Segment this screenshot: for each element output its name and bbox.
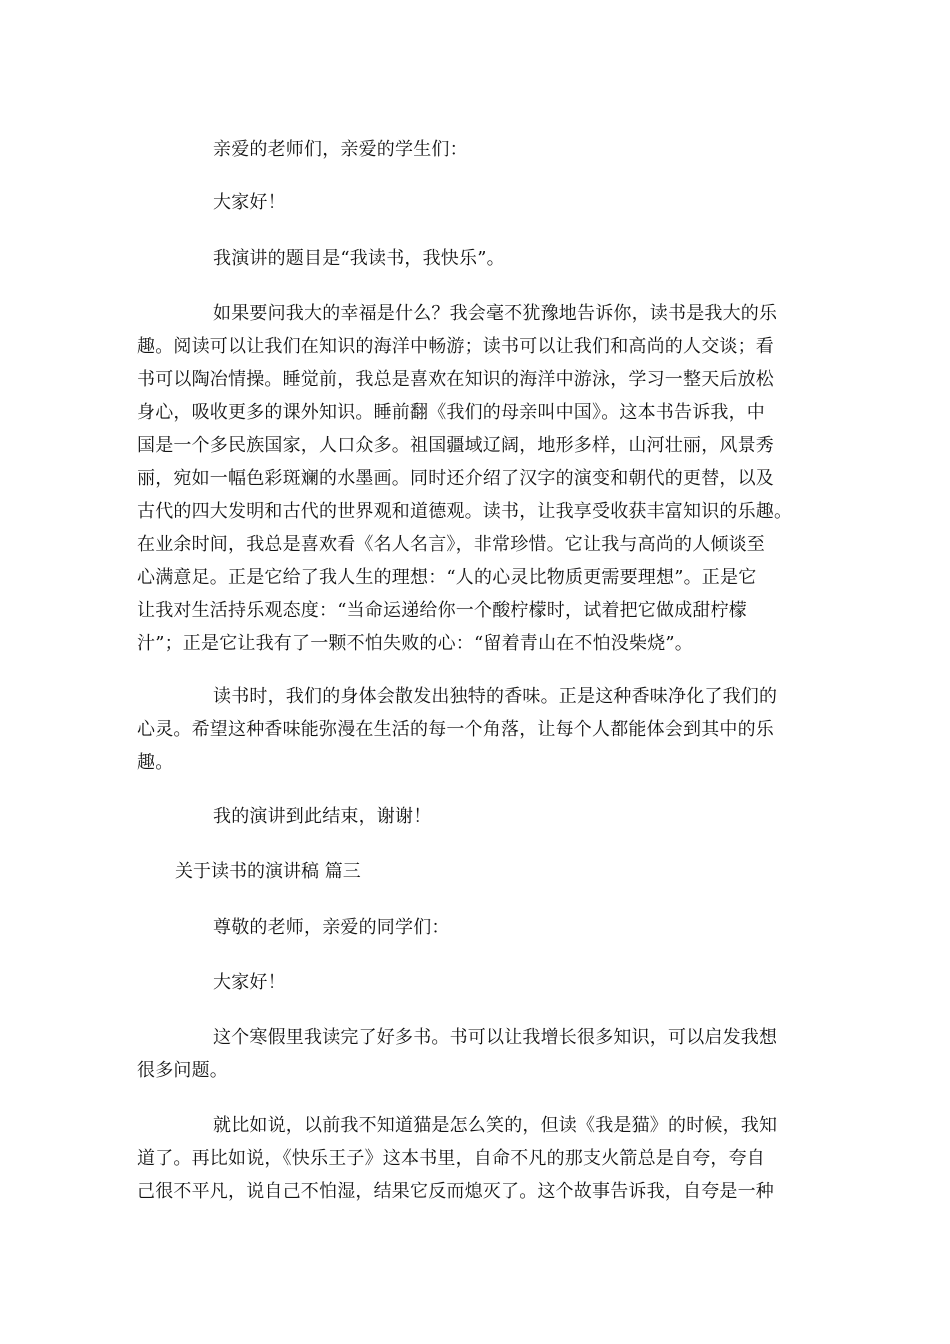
text-line: 尊敬的老师，亲爱的同学们： bbox=[213, 917, 450, 938]
text-line: 心灵。希望这种香味能弥漫在生活的每一个角落，让每个人都能体会到其中的乐 bbox=[137, 719, 774, 740]
greeting-paragraph bbox=[137, 133, 817, 166]
text-line: 如果要问我大的幸福是什么？我会毫不犹豫地告诉你，读书是我大的乐 bbox=[213, 303, 778, 324]
text-line: 就比如说，以前我不知道猫是怎么笑的，但读《我是猫》的时候，我知 bbox=[213, 1115, 778, 1136]
body-paragraph-reading-joy bbox=[137, 297, 817, 660]
text-line: 我的演讲到此结束，谢谢！ bbox=[213, 806, 432, 827]
closing-paragraph bbox=[137, 800, 817, 833]
text-line: 趣。阅读可以让我们在知识的海洋中畅游；读书可以让我们和高尚的人交谈；看 bbox=[137, 336, 774, 357]
text-line: 道了。再比如说，《快乐王子》这本书里，自命不凡的那支火箭总是自夸，夸自 bbox=[137, 1148, 765, 1169]
text-line: 己很不平凡，说自己不怕湿，结果它反而熄灭了。这个故事告诉我，自夸是一种 bbox=[137, 1181, 774, 1202]
text-line: 身心，吸收更多的课外知识。睡前翻《我们的母亲叫中国》。这本书告诉我，中 bbox=[137, 402, 765, 423]
text-line: 大家好！ bbox=[213, 192, 286, 213]
text-line: 这个寒假里我读完了好多书。书可以让我增长很多知识，可以启发我想 bbox=[213, 1027, 778, 1048]
body-paragraph-fragrance bbox=[137, 680, 817, 779]
text-line: 趣。 bbox=[137, 752, 174, 773]
greeting-paragraph-2 bbox=[137, 911, 817, 944]
hello-paragraph-2 bbox=[137, 966, 817, 999]
text-line: 汁”；正是它让我有了一颗不怕失败的心：“留着青山在不怕没柴烧”。 bbox=[137, 633, 694, 654]
text-line: 古代的四大发明和古代的世界观和道德观。读书，让我享受收获丰富知识的乐趣。 bbox=[137, 501, 793, 522]
text-line: 很多问题。 bbox=[137, 1060, 228, 1081]
topic-paragraph bbox=[137, 242, 817, 275]
text-line: 读书时，我们的身体会散发出独特的香味。正是这种香味净化了我们的 bbox=[213, 686, 778, 707]
text-line: 书可以陶冶情操。睡觉前，我总是喜欢在知识的海洋中游泳，学习一整天后放松 bbox=[137, 369, 774, 390]
text-line: 国是一个多民族国家，人口众多。祖国疆域辽阔，地形多样，山河壮丽，风景秀 bbox=[137, 435, 774, 456]
text-line: 丽，宛如一幅色彩斑斓的水墨画。同时还介绍了汉字的演变和朝代的更替，以及 bbox=[137, 468, 774, 489]
body-paragraph-examples bbox=[137, 1109, 817, 1208]
hello-paragraph bbox=[137, 186, 817, 219]
body-paragraph-winter-reading bbox=[137, 1021, 817, 1087]
text-line: 大家好！ bbox=[213, 972, 286, 993]
text-line: 在业余时间，我总是喜欢看《名人名言》，非常珍惜。它让我与高尚的人倾谈至 bbox=[137, 534, 765, 555]
text-line: 我演讲的题目是“我读书，我快乐”。 bbox=[213, 248, 505, 269]
text-line: 心满意足。正是它给了我人生的理想：“人的心灵比物质更需要理想”。正是它 bbox=[137, 567, 757, 588]
section-heading: 关于读书的演讲稿 篇三 bbox=[175, 861, 361, 882]
text-line: 亲爱的老师们，亲爱的学生们： bbox=[213, 139, 468, 160]
text-line: 让我对生活持乐观态度：“当命运递给你一个酸柠檬时，试着把它做成甜柠檬 bbox=[137, 600, 747, 621]
